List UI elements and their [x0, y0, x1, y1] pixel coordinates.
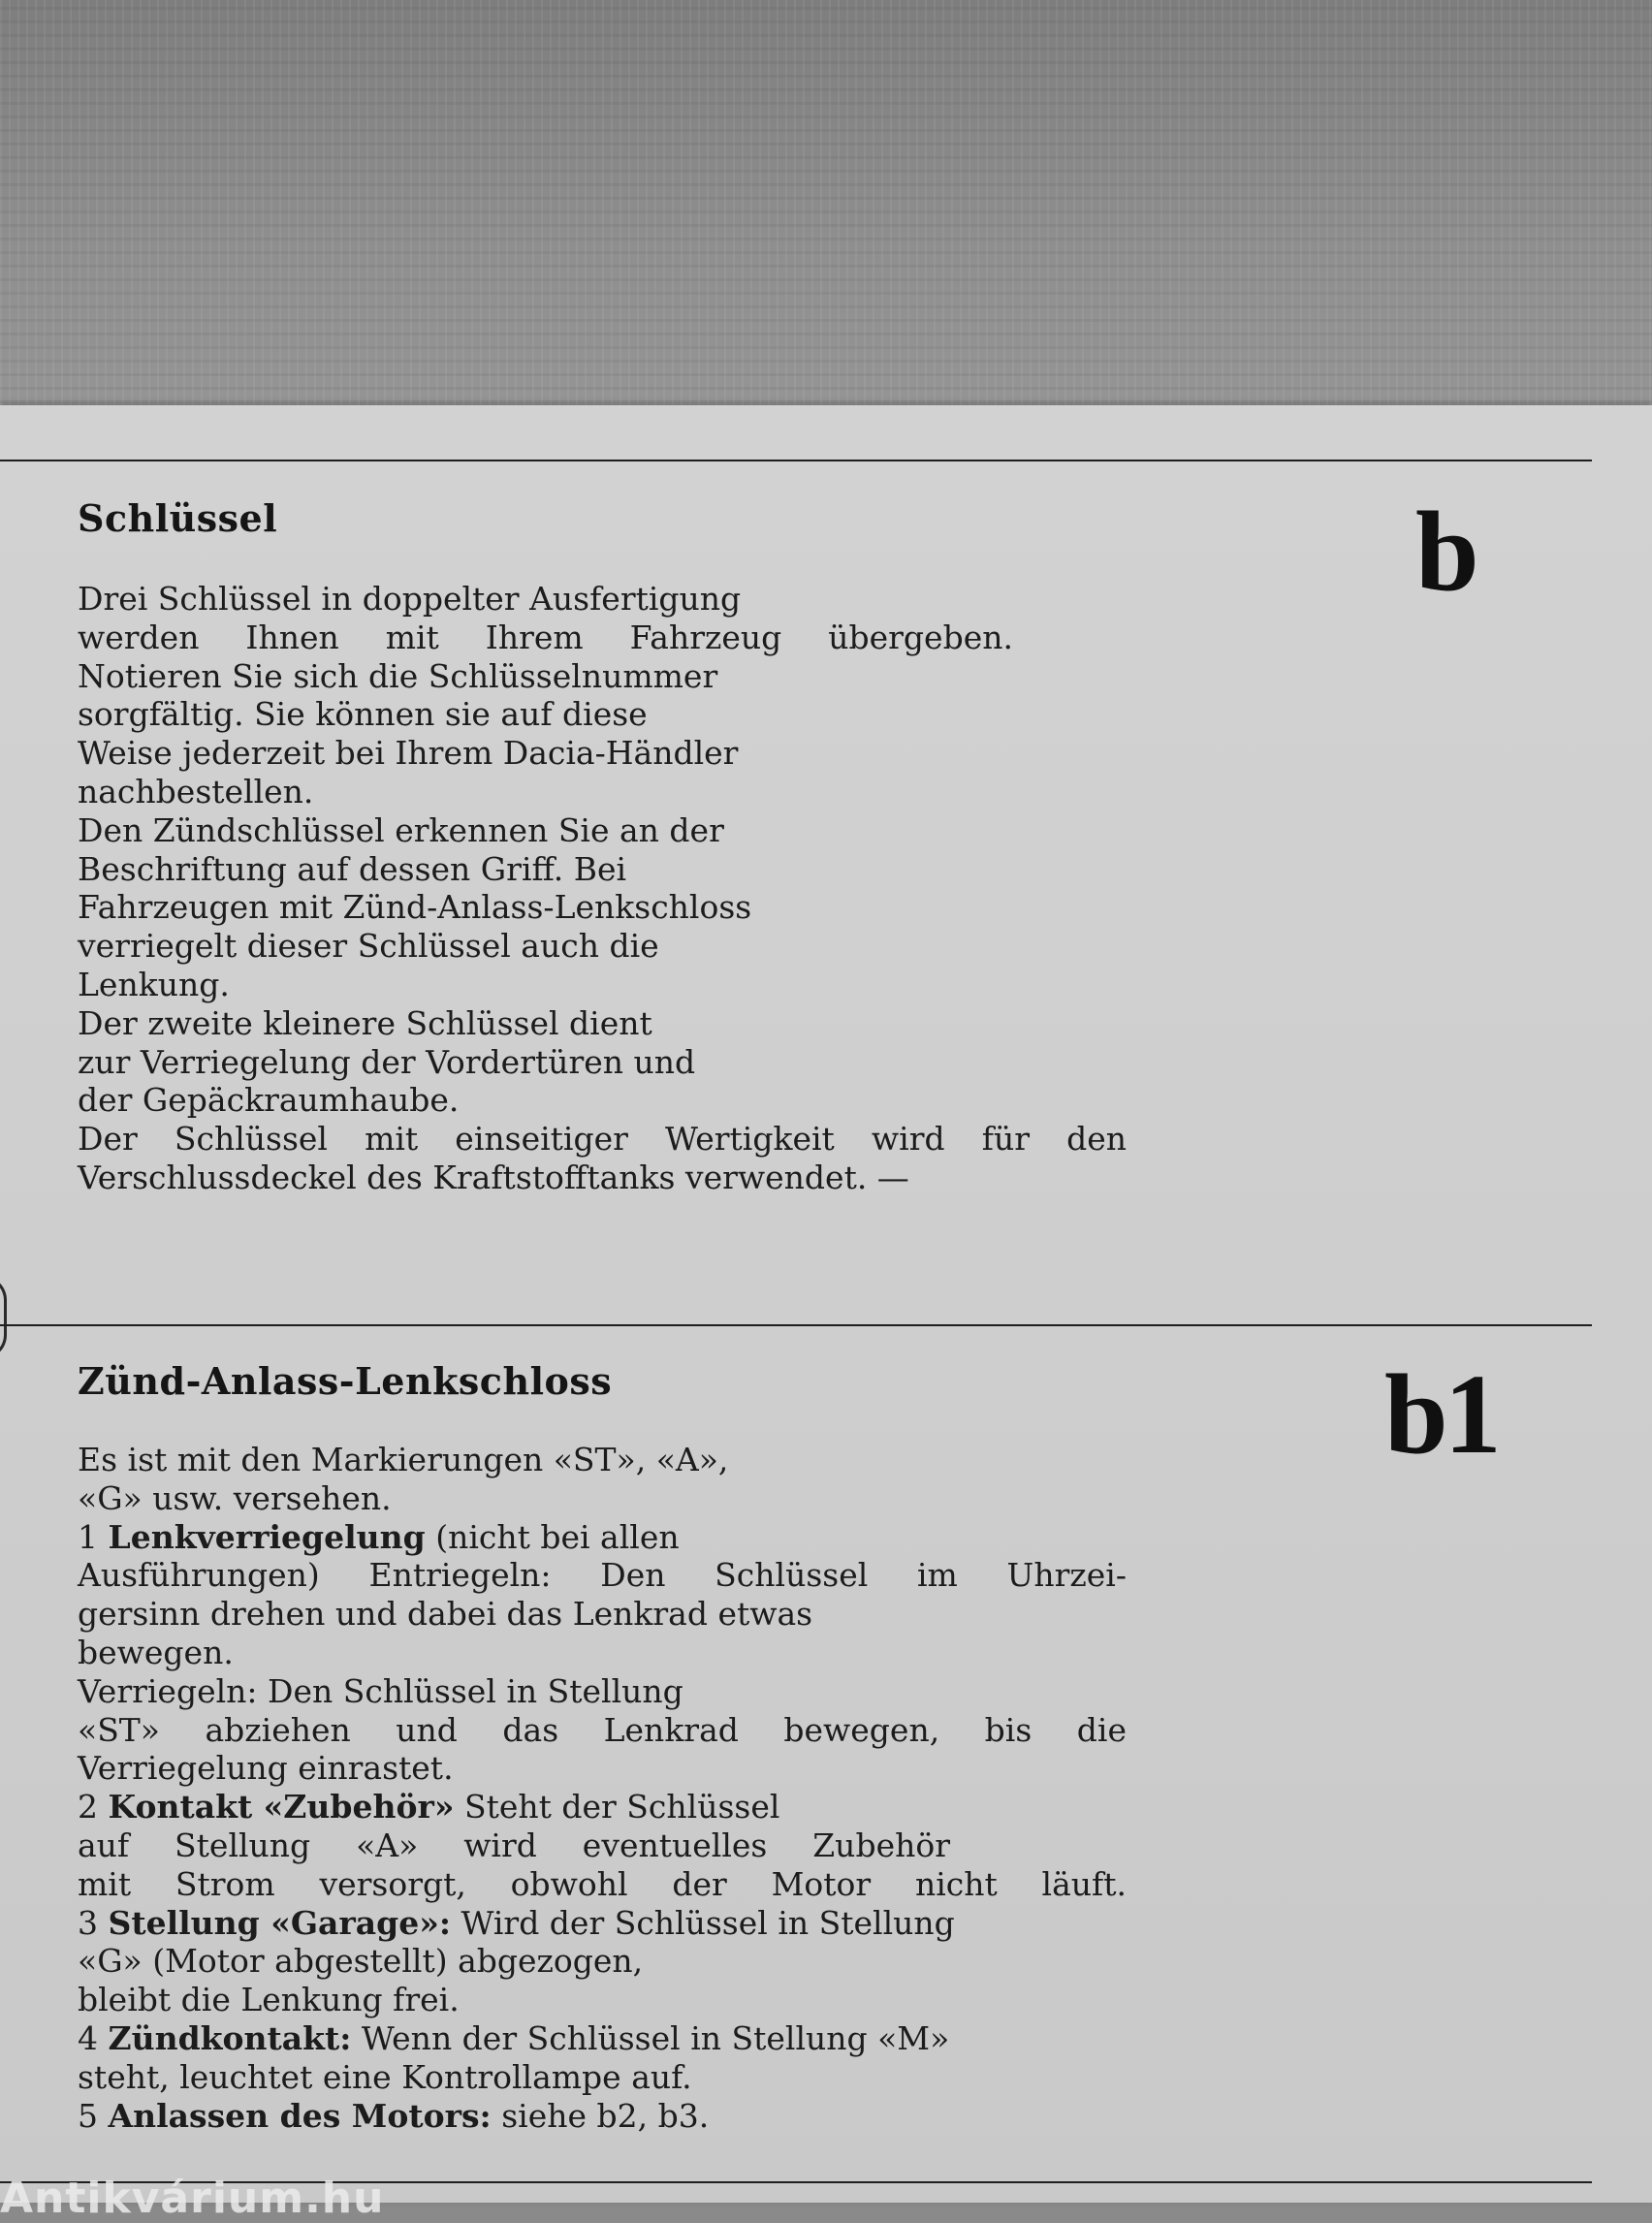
body-line: gersinn drehen und dabei das Lenkrad etwas [78, 1595, 813, 1634]
body-line: «G» usw. versehen. [78, 1478, 392, 1517]
section-title-zuend-anlass-lenkschloss: Zünd-Anlass-Lenkschloss [78, 1359, 613, 1403]
list-item-label: Anlassen des Motors: [108, 2096, 492, 2135]
list-item-text: Wird der Schlüssel in Stellung [451, 1903, 955, 1942]
body-line: Der zweite kleinere Schlüssel dient [78, 1003, 652, 1042]
body-line: «G» (Motor abgestellt) abgezogen, [78, 1942, 644, 1981]
body-line: Fahrzeugen mit Zünd-Anlass-Lenkschloss [78, 888, 752, 927]
body-line: Verschlussdeckel des Kraftstofftanks verwendet. — [78, 1158, 909, 1196]
list-item-2 [78, 1788, 1134, 1826]
body-line: werden Ihnen mit Ihrem Fahrzeug übergeben. [78, 618, 1013, 656]
document-page [0, 405, 1652, 2203]
body-line: Drei Schlüssel in doppelter Ausfertigung [78, 580, 742, 618]
list-item-number: 4 [78, 2018, 98, 2057]
body-line: Notieren Sie sich die Schlüsselnummer [78, 656, 718, 695]
body-line: sorgfältig. Sie können sie auf diese [78, 695, 648, 734]
body-line: Verriegeln: Den Schlüssel in Stellung [78, 1671, 683, 1710]
list-item-number: 1 [78, 1517, 98, 1556]
section-body-schluessel [78, 580, 1134, 1197]
watermark: Antikvárium.hu [0, 2174, 385, 2223]
list-item-text: siehe b2, b3. [491, 2096, 710, 2135]
list-item-text: Wenn der Schlüssel in Stellung «M» [351, 2018, 950, 2057]
list-item-label: Stellung «Garage»: [108, 1903, 452, 1942]
body-line: mit Strom versorgt, obwohl der Motor nicht läuft. [78, 1864, 1127, 1903]
body-line: bleibt die Lenkung frei. [78, 1981, 460, 2019]
list-item-5 [78, 2097, 1134, 2136]
binding-hole-mark [0, 1276, 7, 1359]
list-item-4 [78, 2019, 1134, 2058]
body-line: nachbestellen. [78, 772, 314, 810]
body-line: Beschriftung auf dessen Griff. Bei [78, 849, 627, 888]
body-line: Es ist mit den Markierungen «ST», «A», [78, 1441, 729, 1478]
list-item-label: Zündkontakt: [108, 2018, 352, 2057]
body-line: «ST» abziehen und das Lenkrad bewegen, bis die [78, 1710, 1127, 1749]
body-line: steht, leuchtet eine Kontrollampe auf. [78, 2057, 692, 2096]
body-line: zur Verriegelung der Vordertüren und [78, 1042, 696, 1081]
section-divider-top [0, 460, 1592, 461]
list-item-text: (nicht bei allen [425, 1517, 680, 1556]
body-line: Weise jederzeit bei Ihrem Dacia-Händler [78, 734, 739, 773]
body-line: bewegen. [78, 1633, 234, 1671]
list-item-number: 2 [78, 1788, 98, 1826]
list-item-number: 5 [78, 2096, 98, 2135]
body-line: der Gepäckraumhaube. [78, 1081, 460, 1120]
body-line: Ausführungen) Entriegeln: Den Schlüssel im Uhrzei- [78, 1556, 1127, 1595]
list-item-text: Steht der Schlüssel [454, 1788, 780, 1826]
list-item-1 [78, 1518, 1134, 1557]
section-divider-middle [0, 1324, 1592, 1326]
body-line: Der Schlüssel mit einseitiger Wertigkeit wird für den [78, 1120, 1127, 1159]
section-body-zuend-anlass-lenkschloss [78, 1441, 1134, 2135]
section-title-schluessel: Schlüssel [78, 496, 278, 540]
body-line: Den Zündschlüssel erkennen Sie an der [78, 810, 724, 849]
body-line: Verriegelung einrastet. [78, 1749, 454, 1788]
list-item-3 [78, 1904, 1134, 1943]
body-line: verriegelt dieser Schlüssel auch die [78, 927, 659, 966]
section-code-b1: b1 [1384, 1350, 1498, 1477]
body-line: Lenkung. [78, 965, 230, 1003]
list-item-label: Lenkverriegelung [108, 1517, 426, 1556]
section-code-b: b [1415, 488, 1476, 615]
body-line: auf Stellung «A» wird eventuelles Zubehör [78, 1826, 950, 1864]
list-item-number: 3 [78, 1903, 98, 1942]
list-item-label: Kontakt «Zubehör» [108, 1788, 455, 1826]
background-surface [0, 0, 1652, 417]
